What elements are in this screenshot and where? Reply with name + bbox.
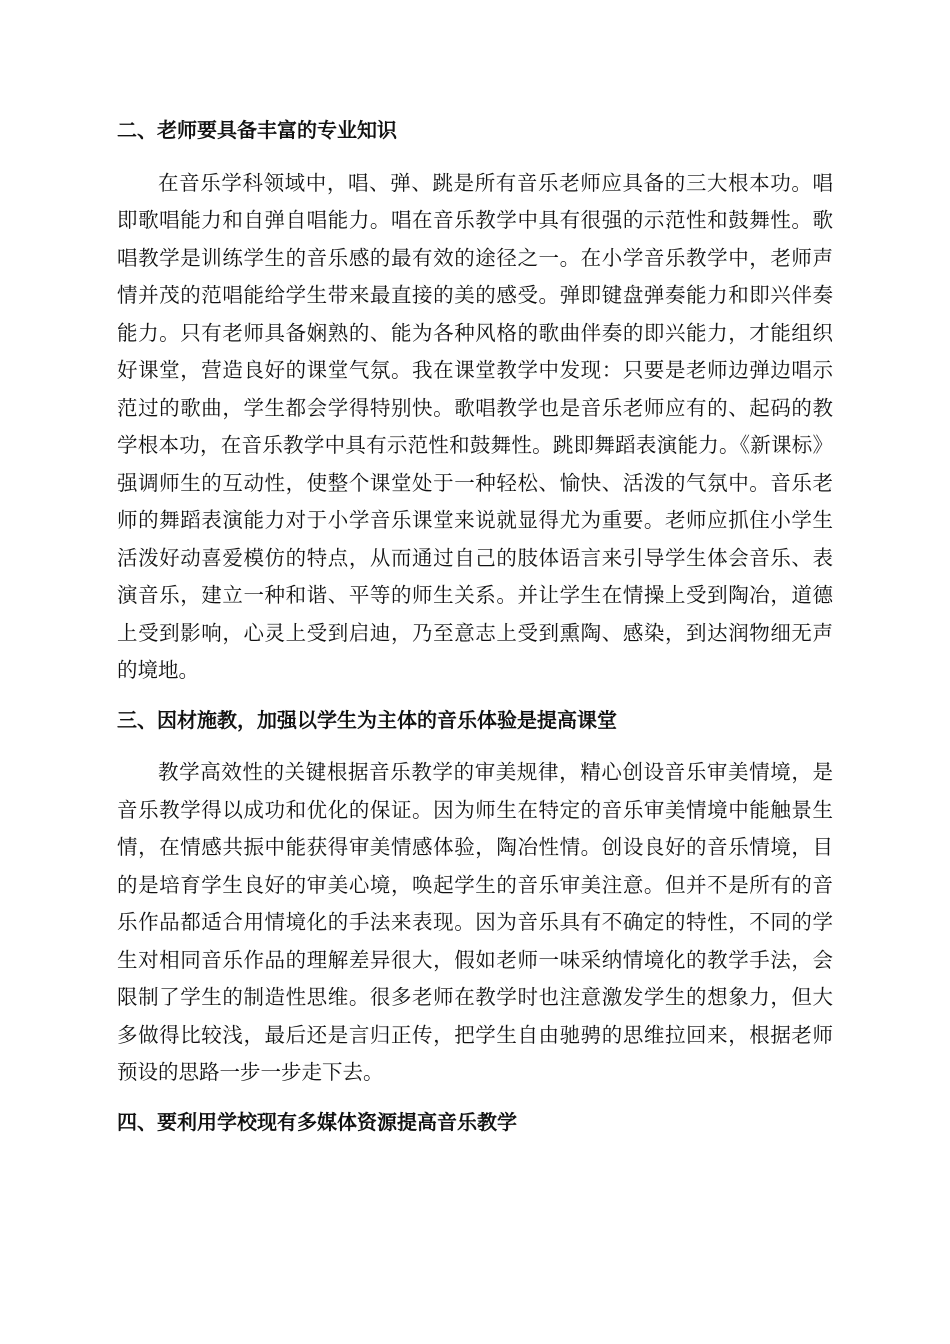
section-heading-3: 三、因材施教，加强以学生为主体的音乐体验是提高课堂 [117,707,617,732]
document-page [117,112,833,1141]
section-paragraph-3: 教学高效性的关键根据音乐教学的审美规律，精心创设音乐审美情境，是音乐教学得以成功和优化的保证。因为师生在特定的音乐审美情境中能触景生情，在情感共振中能获得审美情感体验，陶冶性情。创设良好的音乐情境，目的是培育学生良好的审美心境，唤起学生的音乐审美注意。但并不是所有的音乐作品都适合用情境化的手法来表现。因为音乐具有不确定的特性，不同的学生对相同音乐作品的理解差异很大，假如老师一味采纳情境化的教学手法，会限制了学生的制造性思维。很多老师在教学时也注意激发学生的想象力，但大多做得比较浅，最后还是言归正传，把学生自由驰骋的思维拉回来，根据老师预设的思路一步一步走下去。 [117,760,833,1084]
section-paragraph-2: 在音乐学科领域中，唱、弹、跳是所有音乐老师应具备的三大根本功。唱即歌唱能力和自弹自唱能力。唱在音乐教学中具有很强的示范性和鼓舞性。歌唱教学是训练学生的音乐感的最有效的途径之一。在小学音乐教学中，老师声情并茂的范唱能给学生带来最直接的美的感受。弹即键盘弹奏能力和即兴伴奏能力。只有老师具备娴熟的、能为各种风格的歌曲伴奏的即兴能力，才能组织好课堂，营造良好的课堂气氛。我在课堂教学中发现：只要是老师边弹边唱示范过的歌曲，学生都会学得特别快。歌唱教学也是音乐老师应有的、起码的教学根本功，在音乐教学中具有示范性和鼓舞性。跳即舞蹈表演能力。《新课标》强调师生的互动性，使整个课堂处于一种轻松、愉快、活泼的气氛中。音乐老师的舞蹈表演能力对于小学音乐课堂来说就显得尤为重要。老师应抓住小学生活泼好动喜爱模仿的特点，从而通过自己的肢体语言来引导学生体会音乐、表演音乐，建立一种和谐、平等的师生关系。并让学生在情操上受到陶冶，道德上受到影响，心灵上受到启迪，乃至意志上受到熏陶、感染，到达润物细无声的境地。 [117,170,833,682]
section-heading-4: 四、要利用学校现有多媒体资源提高音乐教学 [117,1109,517,1134]
section-heading-2: 二、老师要具备丰富的专业知识 [117,118,397,142]
